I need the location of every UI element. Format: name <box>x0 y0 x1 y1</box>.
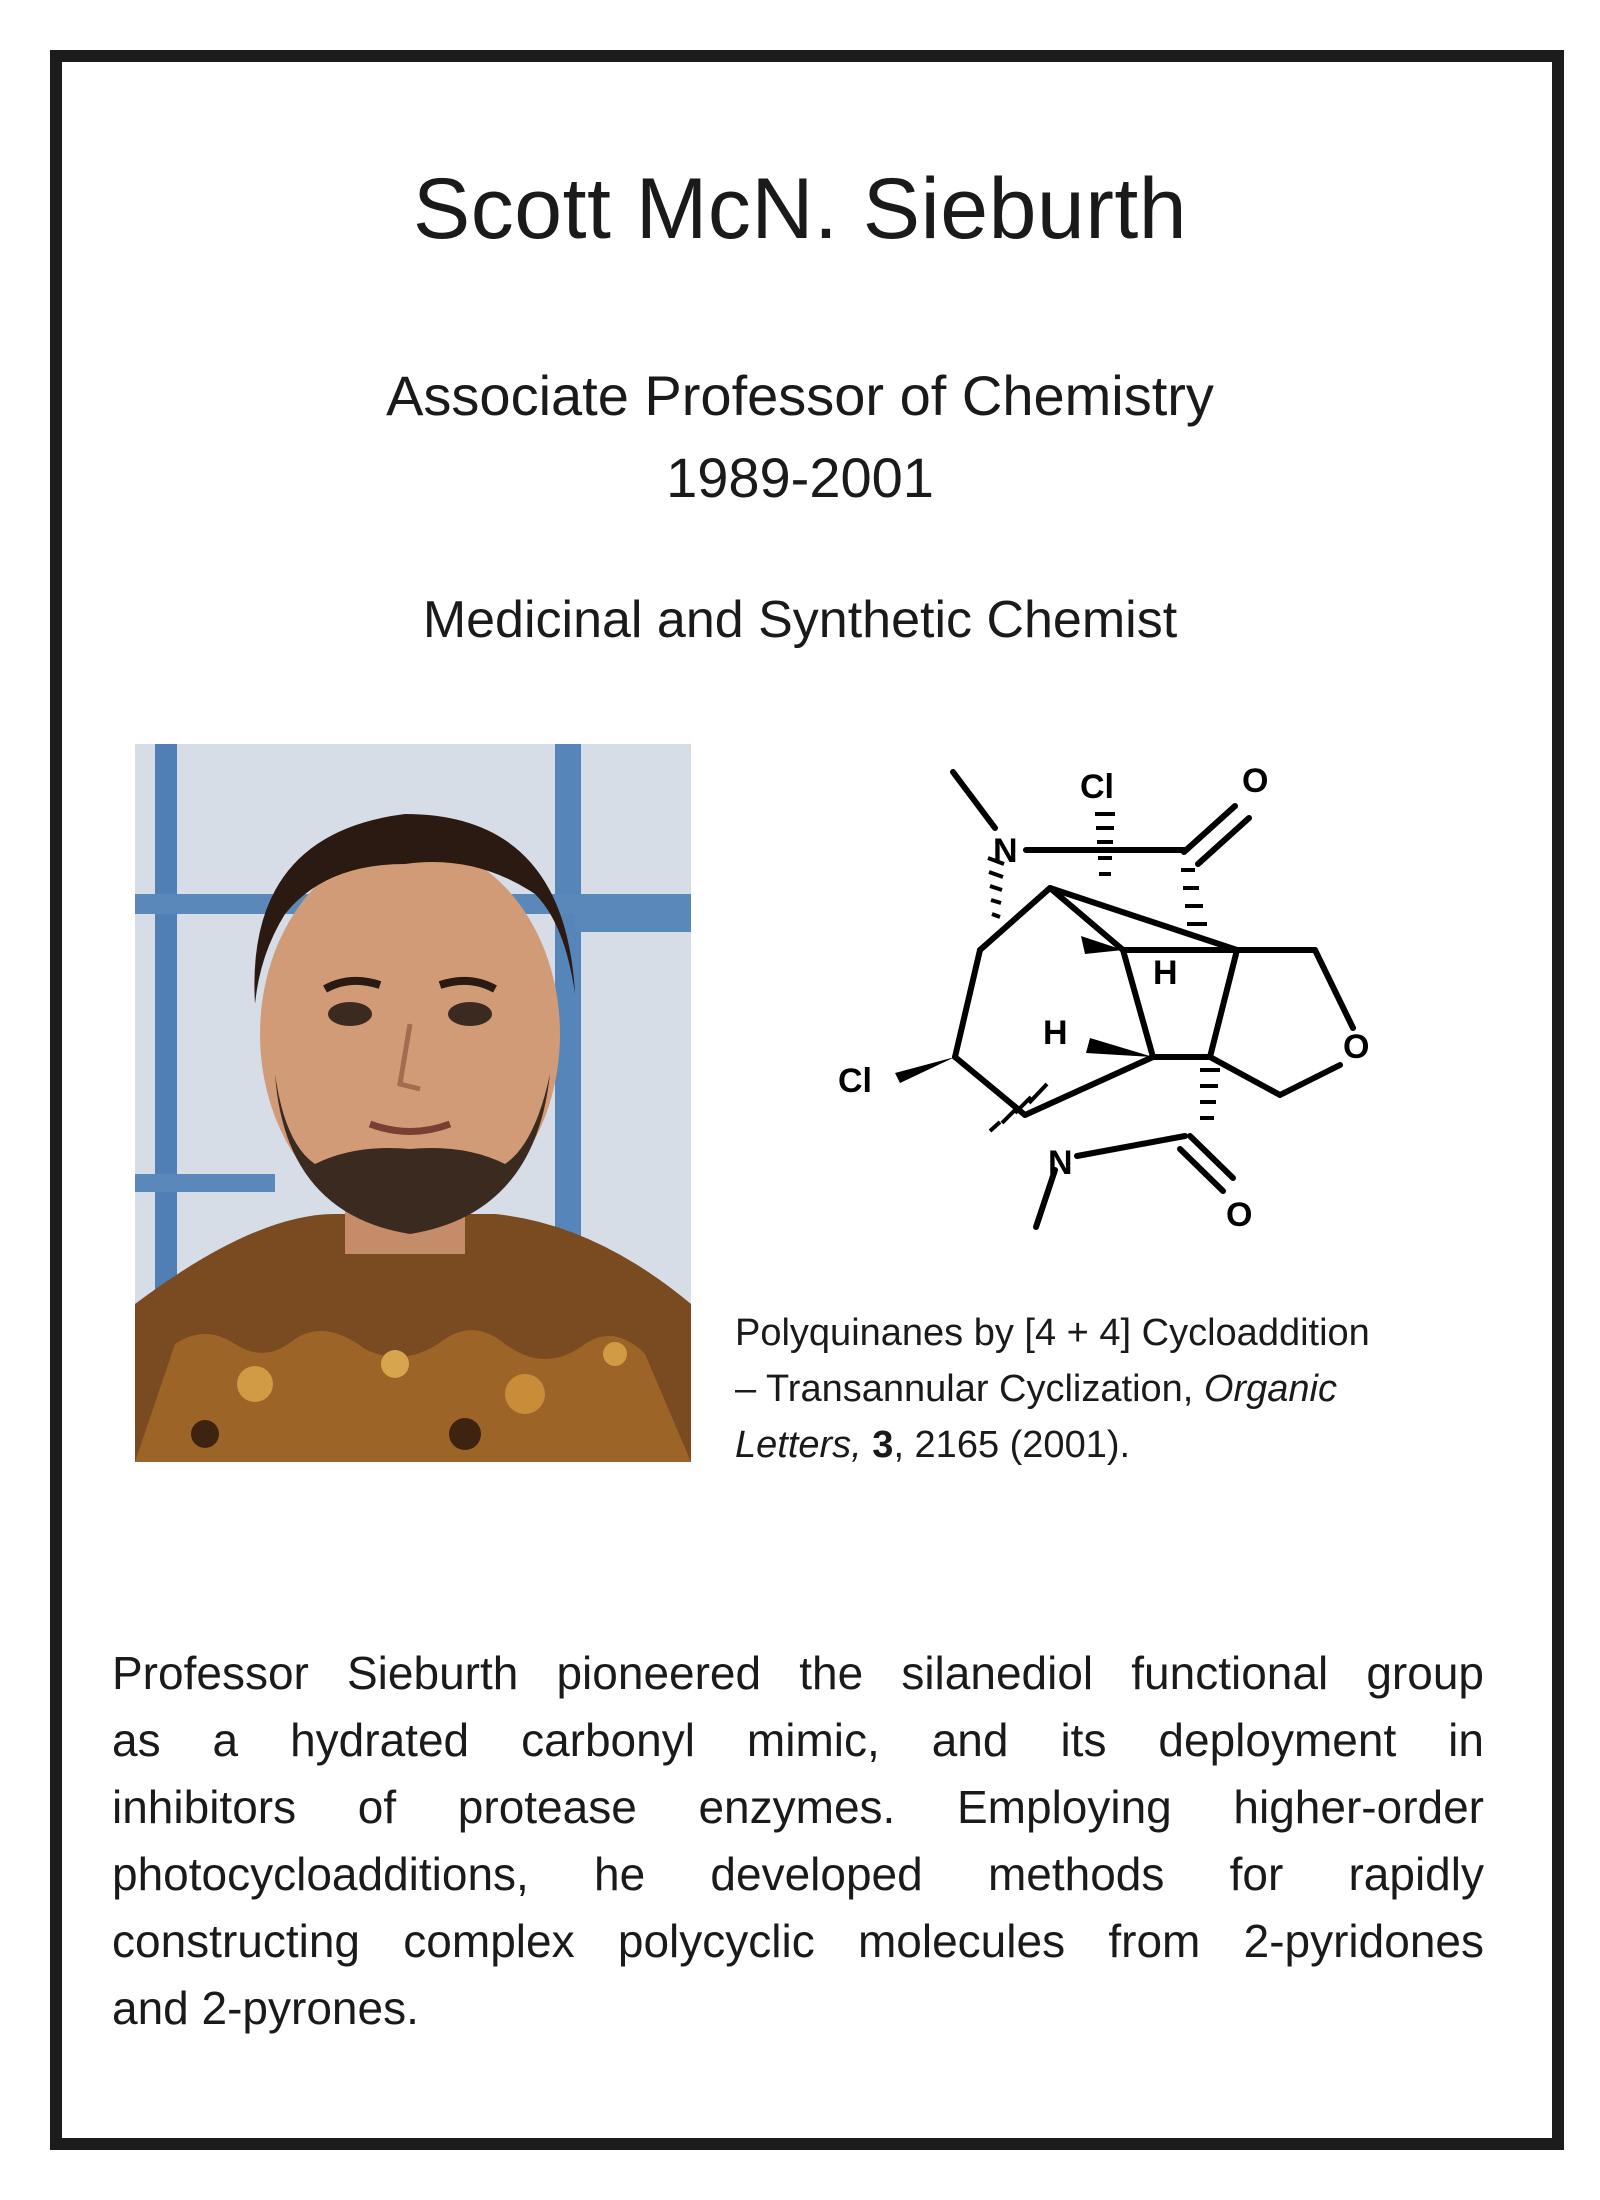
caption-line-3 <box>735 1417 1515 1473</box>
atom-o-ring: O <box>1343 1028 1370 1066</box>
caption-journal-part-1: Organic <box>1203 1368 1337 1410</box>
caption-line-1: Polyquinanes by [4 + 4] Cycloaddition <box>735 1312 1370 1354</box>
atom-n-top: N <box>993 832 1018 870</box>
bio-line: as a hydrated carbonyl mimic, and its deployment in <box>112 1714 1484 1766</box>
bio-line: photocycloadditions, he developed methods for rapidly <box>112 1848 1484 1900</box>
portrait-photo-art <box>135 744 691 1462</box>
atom-cl-left: Cl <box>838 1062 872 1100</box>
bio-line: inhibitors of protease enzymes. Employing higher-order <box>112 1781 1484 1833</box>
biography <box>112 1640 1484 2042</box>
bio-line: Professor Sieburth pioneered the silanediol functional group <box>112 1647 1484 1699</box>
position-block <box>0 355 1600 519</box>
caption-pages-year: , 2165 (2001). <box>893 1424 1131 1466</box>
specialty: Medicinal and Synthetic Chemist <box>422 591 1178 649</box>
structure-wedges <box>895 936 1153 1083</box>
atom-h-lower: H <box>1043 1014 1068 1052</box>
atom-o-top: O <box>1242 762 1269 800</box>
position-title: Associate Professor of Chemistry <box>386 364 1214 427</box>
portrait-photo <box>135 744 691 1462</box>
structure-labels <box>838 762 1369 1234</box>
position-years: 1989-2001 <box>666 446 934 509</box>
atom-o-bottom: O <box>1226 1196 1253 1234</box>
atom-h-upper: H <box>1153 954 1178 992</box>
caption-line-2 <box>735 1361 1515 1417</box>
bio-line: and 2-pyrones. <box>112 1982 419 2034</box>
structure-caption <box>735 1305 1515 1473</box>
atom-n-bottom: N <box>1048 1144 1073 1182</box>
caption-journal-part-2: Letters, <box>735 1424 862 1466</box>
bio-line: constructing complex polycyclic molecules from 2-pyridones <box>112 1915 1484 1967</box>
person-name: Scott McN. Sieburth <box>412 161 1188 257</box>
caption-line-2-text: – Transannular Cyclization, <box>735 1368 1204 1410</box>
chemical-structure <box>790 740 1450 1270</box>
structure-hashes <box>988 814 1220 1131</box>
caption-volume: 3 <box>872 1424 894 1466</box>
atom-cl-top: Cl <box>1080 768 1114 806</box>
